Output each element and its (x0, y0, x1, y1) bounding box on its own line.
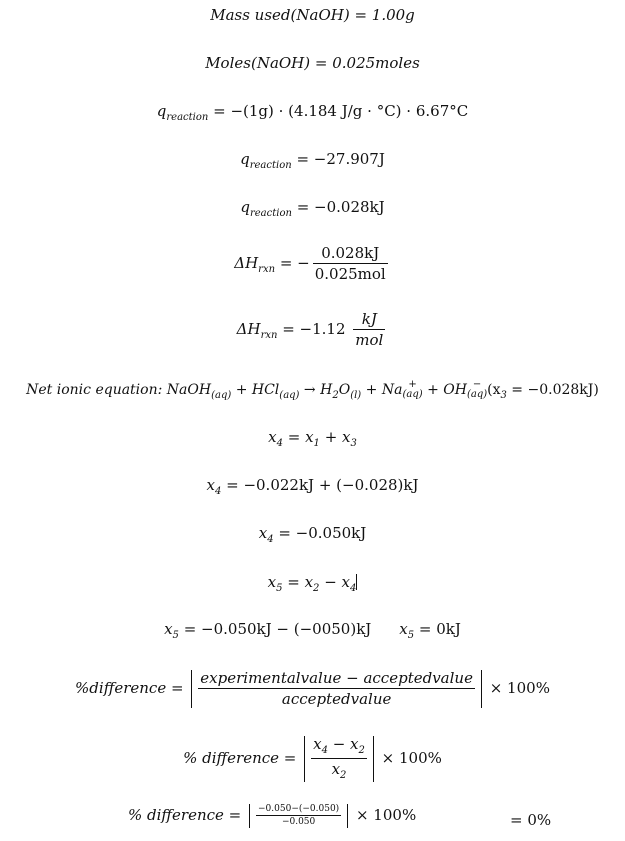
x5-difference-equation (0, 574, 625, 594)
q-symbol: q (240, 198, 250, 216)
product-charge: − (472, 379, 482, 390)
delta-h-subscript: rxn (260, 330, 278, 341)
delta-h-fraction (313, 246, 388, 282)
net-ionic-equation (0, 380, 625, 401)
plus-sign: + (231, 382, 252, 398)
term: − x (319, 573, 350, 591)
x-symbol: x (399, 620, 408, 638)
x-symbol: x (258, 524, 268, 542)
fraction-denominator (311, 759, 367, 781)
product-state: (aq) (466, 389, 488, 400)
mass-used-equation (0, 8, 625, 23)
times-hundred: × 100% (376, 749, 442, 767)
product-state: (l) (350, 389, 362, 401)
x3-value: = −0.028kJ) (506, 382, 599, 398)
x-subscript: 1 (313, 438, 320, 449)
numeric-expression (128, 804, 416, 828)
delta-h-value: = −1.12 (277, 320, 351, 338)
x-symbol: x (313, 735, 322, 753)
x-subscript: 4 (267, 534, 274, 545)
term: − x (327, 735, 359, 753)
q-reaction-joules (0, 152, 625, 171)
product-subscript: 2 (332, 389, 339, 401)
x-subscript: 4 (321, 745, 328, 756)
fraction-denominator: 0.025mol (314, 265, 386, 283)
x-symbol: x (206, 476, 215, 494)
percent-difference-label: % difference = (183, 749, 302, 767)
q-reaction-kilojoules (0, 200, 625, 219)
times-hundred: × 100% (484, 679, 550, 697)
percent-difference-label: %difference = (75, 679, 189, 697)
reactant-state: (aq) (279, 389, 300, 401)
x-subscript: 2 (313, 583, 320, 594)
fraction-denominator: mol (355, 331, 384, 349)
x3-open: (x (487, 382, 501, 398)
sodium-sup-sub (402, 380, 422, 400)
fraction-denominator: −0.050 (281, 817, 316, 827)
x3-subscript: 3 (500, 389, 507, 401)
moles-equation (0, 56, 625, 71)
x-subscript: 5 (276, 583, 283, 594)
x-subscript: 4 (350, 583, 357, 594)
absolute-value-bars (191, 670, 482, 708)
x-symbol: x (164, 620, 173, 638)
term: = x (282, 428, 314, 446)
product-water: H (320, 382, 333, 398)
q-joules-rhs: = −27.907J (291, 150, 385, 168)
q-kilojoules-rhs: = −0.028kJ (291, 198, 385, 216)
x-symbol: x (267, 573, 277, 591)
product-hydroxide: OH (443, 382, 467, 398)
fraction-numerator: kJ (353, 312, 385, 330)
x-subscript: 4 (276, 438, 283, 449)
hydroxide-sup-sub (467, 380, 487, 400)
x5-substitution-rhs: = −0.050kJ − (−0050)kJ (178, 620, 372, 638)
x-subscript: 2 (340, 770, 347, 781)
x-subscript: 3 (350, 438, 357, 449)
definition-fraction (198, 671, 475, 707)
units-fraction (353, 312, 385, 348)
product-water-o: O (338, 382, 351, 398)
reactant-state: (aq) (211, 389, 232, 401)
text-cursor (356, 574, 357, 590)
q-formula-rhs: = −(1g) · (4.184 J/g · °C) · 6.67°C (208, 102, 469, 120)
fraction-numerator: experimentalvalue − acceptedvalue (200, 669, 473, 687)
x4-substitution-equation (0, 478, 625, 497)
fraction-numerator (311, 737, 367, 759)
percent-difference-label: % difference = (128, 806, 247, 824)
fraction-numerator: 0.028kJ (313, 246, 388, 264)
q-subscript: reaction (249, 208, 292, 219)
delta-h-subscript: rxn (258, 264, 276, 275)
moles-text: Moles(NaOH) = 0.025moles (205, 54, 420, 72)
numeric-fraction (256, 805, 341, 827)
reactant-hcl: HCl (251, 382, 280, 398)
percent-difference-definition (0, 670, 625, 708)
q-symbol: q (156, 102, 167, 120)
product-charge: + (408, 379, 417, 390)
times-hundred: × 100% (351, 806, 417, 824)
q-symbol: q (240, 150, 250, 168)
x-subscript: 2 (358, 745, 365, 756)
term: = x (282, 573, 314, 591)
reactant-naoh: NaOH (166, 382, 212, 398)
absolute-value-bars (304, 736, 374, 782)
x-symbol: x (268, 428, 277, 446)
reaction-arrow: → (299, 382, 321, 398)
fraction-denominator: acceptedvalue (281, 690, 392, 708)
x4-result-rhs: = −0.050kJ (273, 524, 367, 542)
q-reaction-formula (0, 104, 625, 123)
x-subscript: 5 (172, 630, 179, 641)
x4-result-equation (0, 526, 625, 545)
x4-sum-equation (0, 430, 625, 449)
delta-h-symbol: ΔH (234, 254, 259, 272)
product-sodium: Na (381, 382, 403, 398)
plus-sign: + (361, 382, 382, 398)
absolute-value-bars (249, 804, 348, 828)
product-state: (aq) (402, 389, 423, 400)
x5-result-equation (0, 622, 625, 641)
delta-h-result-equation (0, 312, 625, 348)
term: + x (319, 428, 351, 446)
symbolic-fraction (311, 737, 367, 781)
fraction-numerator: −0.050−(−0.050) (258, 804, 340, 814)
x5-result-rhs: = 0kJ (414, 620, 461, 638)
delta-h-equals: = − (275, 254, 310, 272)
x-subscript: 5 (407, 630, 415, 641)
mass-used-text: Mass used(NaOH) = 1.00g (210, 6, 415, 24)
q-subscript: reaction (249, 160, 292, 171)
net-ionic-label: Net ionic equation: (26, 382, 167, 398)
x-subscript: 4 (214, 486, 222, 497)
plus-sign: + (422, 382, 444, 398)
percent-difference-symbolic (0, 736, 625, 782)
q-subscript: reaction (166, 112, 209, 123)
x4-substitution-rhs: = −0.022kJ + (−0.028)kJ (221, 476, 419, 494)
x-symbol: x (331, 760, 341, 778)
delta-h-fraction-equation (0, 246, 625, 282)
delta-h-symbol: ΔH (236, 320, 261, 338)
final-result: = 0% (510, 811, 552, 829)
